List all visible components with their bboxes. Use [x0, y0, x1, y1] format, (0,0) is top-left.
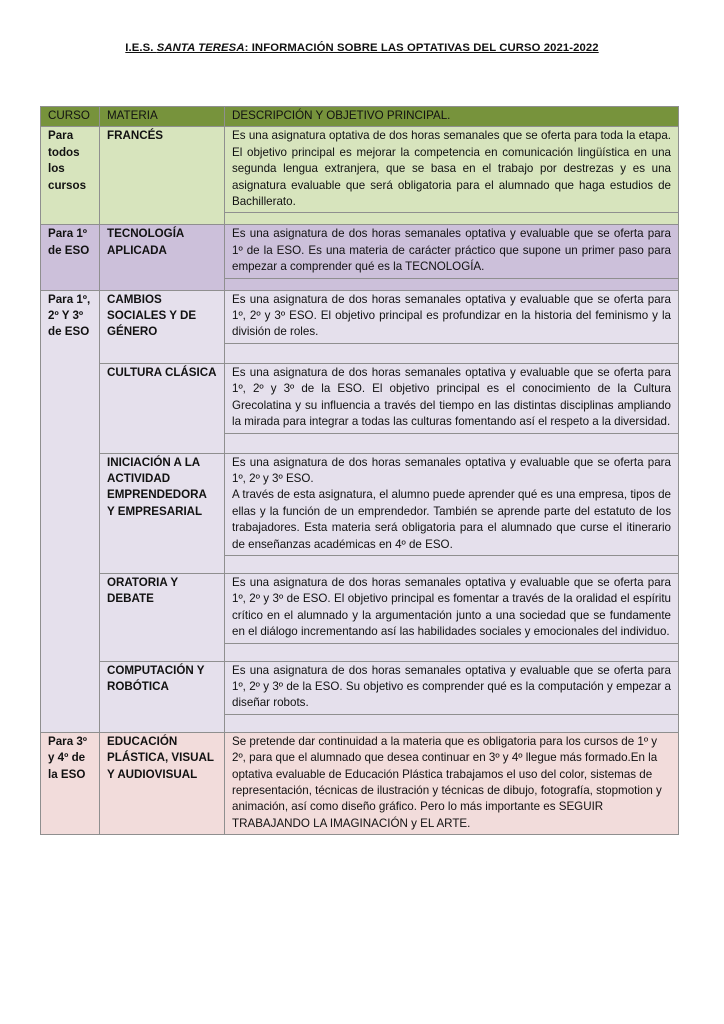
materia-cell: EDUCACIÓN PLÁSTICA, VISUAL Y AUDIOVISUAL	[100, 732, 225, 834]
table-row	[41, 732, 679, 834]
materia-cell: CAMBIOS SOCIALES Y DE GÉNERO	[100, 290, 225, 363]
descripcion-paragraph: Es una asignatura de dos horas semanales optativa y evaluable que se oferta para 1º, 2º y 3º ESO.	[232, 455, 671, 485]
table-header-row	[41, 107, 679, 127]
title-prefix: I.E.S.	[125, 42, 157, 54]
materia-cell: TECNOLOGÍA APLICADA	[100, 225, 225, 290]
table-row	[41, 573, 679, 643]
descripcion-cell: Es una asignatura de dos horas semanales optativa y evaluable que se oferta para 1º, 2º y 3º ESO. El objetivo principal es profundizar en la historia del feminismo y la división de roles.	[225, 290, 679, 343]
title-school: SANTA TERESA	[156, 42, 245, 54]
table-row	[41, 453, 679, 555]
title-suffix: : INFORMACIÓN SOBRE LAS OPTATIVAS DEL CURSO 2021-2022	[244, 42, 599, 54]
curso-cell: Para 1º de ESO	[41, 225, 100, 290]
descripcion-cell: Es una asignatura de dos horas semanales optativa y evaluable que se oferta para 1º, 2º y 3º de la ESO. Su objetivo es comprender qué es la computación y empezar a diseñar robots.	[225, 661, 679, 714]
table-row	[41, 363, 679, 433]
header-descripcion: DESCRIPCIÓN Y OBJETIVO PRINCIPAL.	[225, 107, 679, 127]
table-row	[41, 290, 679, 343]
curso-cell: Para 1º, 2º Y 3º de ESO	[41, 290, 100, 732]
table-row	[41, 127, 679, 213]
materia-cell: ORATORIA Y DEBATE	[100, 573, 225, 661]
materia-cell: INICIACIÓN A LA ACTIVIDAD EMPRENDEDORA Y EMPRESARIAL	[100, 453, 225, 573]
descripcion-cell: Es una asignatura de dos horas semanales optativa y evaluable que se oferta para 1º, 2º y 3º de la ESO. El objetivo principal es el conocimiento de la Cultura Grecolatina y su influencia a través del tiempo en las distintas disciplinas ampliando la mirada para integrar a todas las culturas fomentando así el respeto a la diversidad.	[225, 363, 679, 433]
descripcion-cell: Se pretende dar continuidad a la materia que es obligatoria para los cursos de 1º y 2º, para que el alumnado que desea continuar en 3º y 4º llegue más formado.En la optativa evaluable de Educación Plástica trabajamos el uso del color, sistemas de representación, técnicas de ilustración y técnicas de dibujo, fotografía, stopmotion y animación, así como diseño gráfico. Pero lo más importante es SEGUIR TRABAJANDO LA IMAGINACIÓN y EL ARTE.	[225, 732, 679, 834]
materia-cell: COMPUTACIÓN Y ROBÓTICA	[100, 661, 225, 732]
descripcion-cell: Es una asignatura de dos horas semanales optativa y evaluable que se oferta para 1º de la ESO. Es una materia de carácter práctico que supone un primer paso para empezar a comprender qué es la TECNOLOGÍA.	[225, 225, 679, 278]
descripcion-paragraph: A través de esta asignatura, el alumno puede aprender qué es una empresa, tipos de ellas y la función de un emprendedor. También se aprende parte del estatuto de los trabajadores. Esta materia será obligatoria para el alumnado que curse el itinerario de enseñanzas académicas en 4º de ESO.	[232, 488, 671, 551]
table-row	[41, 225, 679, 278]
descripcion-cell: Es una asignatura de dos horas semanales optativa y evaluable que se oferta para 1º, 2º y 3º de ESO. El objetivo principal es fomentar a través de la oralidad el espíritu crítico en el alumnado y la argumentación junto a una sociedad que se fundamente en el diálogo incrementando así las habilidades sociales y emocionales del individuo.	[225, 573, 679, 643]
header-materia: MATERIA	[100, 107, 225, 127]
header-curso: CURSO	[41, 107, 100, 127]
curso-cell: Para 3º y 4º de la ESO	[41, 732, 100, 834]
document-title	[0, 42, 724, 54]
descripcion-cell: Es una asignatura optativa de dos horas semanales que se oferta para toda la etapa. El objetivo principal es mejorar la competencia en comunicación lingüística en una segunda lengua extranjera, que se basa en el trabajo por destrezas y es una asignatura evaluable que será obligatoria para el alumnado que haga estudios de Bachillerato.	[225, 127, 679, 213]
optativas-table	[40, 106, 679, 835]
curso-cell: Para todos los cursos	[41, 127, 100, 225]
materia-cell: CULTURA CLÁSICA	[100, 363, 225, 453]
materia-cell: FRANCÉS	[100, 127, 225, 225]
table-row	[41, 661, 679, 714]
descripcion-cell	[225, 453, 679, 555]
